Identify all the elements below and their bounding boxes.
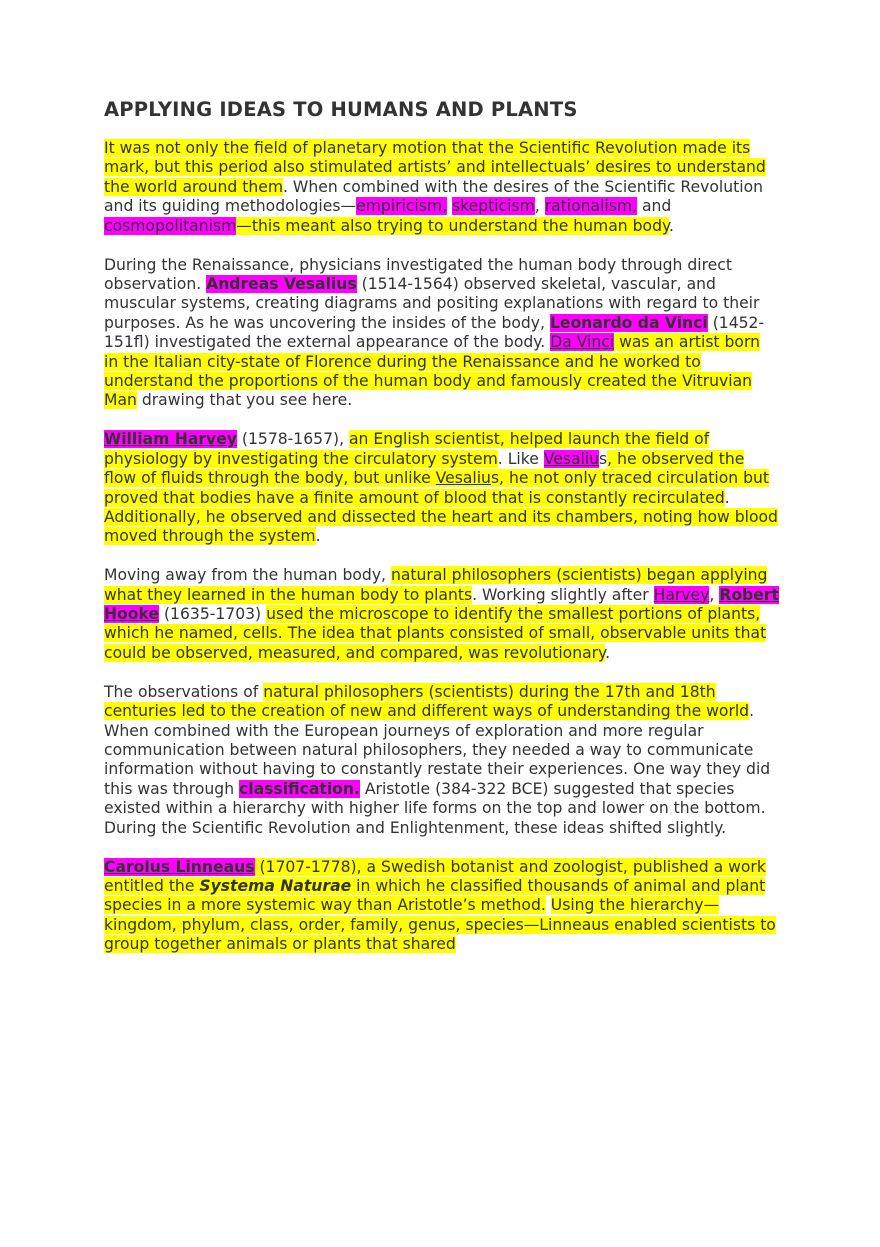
paragraph-linneaus bbox=[104, 858, 779, 955]
paragraph-harvey: William Harvey (1578-1657), an English scientist, helped launch the field of physiology by investigating the circulatory system. Like Vesalius, he observed the flow of fluids through the body, but unlike Vesalius, he not only traced circulation but proved that bodies have a finite amount of blood that is constantly recirculated. Additionally, he observed and dissected the heart and its chambers, noting how blood moved through the system. bbox=[104, 430, 778, 546]
highlight-yellow: natural philosophers (scientists) during the 17th and 18th centuries led to the creation of new and different ways of understanding the world bbox=[104, 682, 750, 721]
highlight-yellow: (1707-1778), a Swedish botanist and zoologist, published a work entitled the bbox=[104, 857, 766, 895]
link-william-harvey[interactable]: William Harvey bbox=[104, 430, 237, 449]
name-andreas-vesalius: Andreas Vesalius bbox=[206, 274, 357, 293]
highlight-yellow: s, he not only traced circulation but proved that bodies have a finite amount of blood that is constantly recirculated bbox=[104, 469, 769, 507]
paragraph-renaissance: During the Renaissance, physicians investigated the human body through direct observation. Andreas Vesalius (1514-1564) observed skeletal, vascular, and muscular systems, creating diagrams and positing explanations with regard to their purposes. As he was uncovering the insides of the body, Leonardo da Vinci (1452-151fl) investigated the external appearance of the body. Da Vinci was an artist born in the Italian city-state of Florence during the Renaissance and he worked to understand the proportions of the human body and famously created the Vitruvian Man drawing that you see here. bbox=[104, 255, 765, 410]
term-cosmopolitanism: cosmopolitanism bbox=[104, 216, 237, 235]
link-vesalius-2[interactable]: Vesaliu bbox=[435, 469, 491, 488]
paragraph-classification: The observations of natural philosophers (scientists) during the 17th and 18th centuries led to the creation of new and different ways of understanding the world. When combined with the European journeys of exploration and more regular communication between natural philosophers, they needed a way to communicate information without having to constantly restate their experiences. One way they did this was through classification. Aristotle (384-322 BCE) suggested that species existed within a hierarchy with higher life forms on the top and lower on the bottom. During the Scientific Revolution and Enlightenment, these ideas shifted slightly. bbox=[104, 682, 771, 837]
highlight-yellow: It was not only the field of planetary motion that the Scientific Revolution made its mark, but this period also stimulated artists’ and intellectuals’ desires to understand the world around them bbox=[104, 139, 766, 196]
term-rationalism: rationalism, bbox=[544, 197, 638, 216]
highlight-yellow: —this meant also trying to understand the human body bbox=[236, 216, 669, 235]
highlight-yellow: was an artist born in the Italian city-state of Florence during the Renaissance and he worked to understand the proportions of the human body and famously created the Vitruvian Man bbox=[104, 333, 760, 410]
highlight-yellow: in which he classified thousands of animal and plant species in a more systemic way than Aristotle’s method. bbox=[104, 876, 766, 915]
link-carolus-linneaus[interactable]: Carolus Linneaus bbox=[104, 857, 255, 876]
term-classification: classification. bbox=[239, 779, 360, 798]
link-vesalius[interactable]: Vesaliu bbox=[543, 449, 600, 468]
highlight-yellow: Additionally, he observed and dissected the heart and its chambers, noting how blood moved through the system bbox=[104, 507, 778, 546]
link-robert-hooke[interactable]: Robert Hooke bbox=[104, 585, 779, 624]
highlight-yellow: an English scientist, helped launch the field of physiology by investigating the circulatory system bbox=[104, 430, 710, 468]
highlight-yellow: Using the hierarchy—kingdom, phylum, class, order, family, genus, species—Linneaus enabled scientists to group together animals or plants that shared bbox=[104, 896, 776, 954]
paragraph-scientific-revolution: It was not only the field of planetary motion that the Scientific Revolution made its mark, but this period also stimulated artists’ and intellectuals’ desires to understand the world around them. When combined with the desires of the Scientific Revolution and its guiding methodologies—empiricism, skepticism, rationalism, and cosmopolitanism—this meant also trying to understand the human body. bbox=[104, 139, 766, 235]
term-skepticism: skepticism bbox=[452, 197, 535, 216]
name-leonardo-da-vinci: Leonardo da Vinci bbox=[549, 313, 708, 332]
page-title: APPLYING IDEAS TO HUMANS AND PLANTS bbox=[104, 98, 578, 121]
highlight-yellow: , he observed the flow of fluids through the body, but unlike bbox=[104, 449, 745, 488]
highlight-yellow: natural philosophers (scientists) began applying what they learned in the human body to plants bbox=[104, 566, 768, 604]
link-harvey[interactable]: Harvey bbox=[653, 585, 710, 604]
link-da-vinci[interactable]: Da Vinci bbox=[550, 333, 615, 352]
title-systema-naturae: Systema Naturae bbox=[199, 876, 352, 895]
paragraph-plants: Moving away from the human body, natural philosophers (scientists) began applying what they learned in the human body to plants. Working slightly after Harvey, Robert Hooke (1635-1703) used the microscope to identify the smallest portions of plants, which he named, cells. The idea that plants consisted of small, observable units that could be observed, measured, and compared, was revolutionary. bbox=[104, 566, 779, 662]
term-empiricism: empiricism, bbox=[356, 197, 448, 216]
highlight-yellow: used the microscope to identify the smallest portions of plants, which he named, cells. The idea that plants consisted of small, observable units that could be observed, measured, and compared, was revolutionary bbox=[104, 605, 767, 662]
document-body bbox=[104, 98, 779, 974]
